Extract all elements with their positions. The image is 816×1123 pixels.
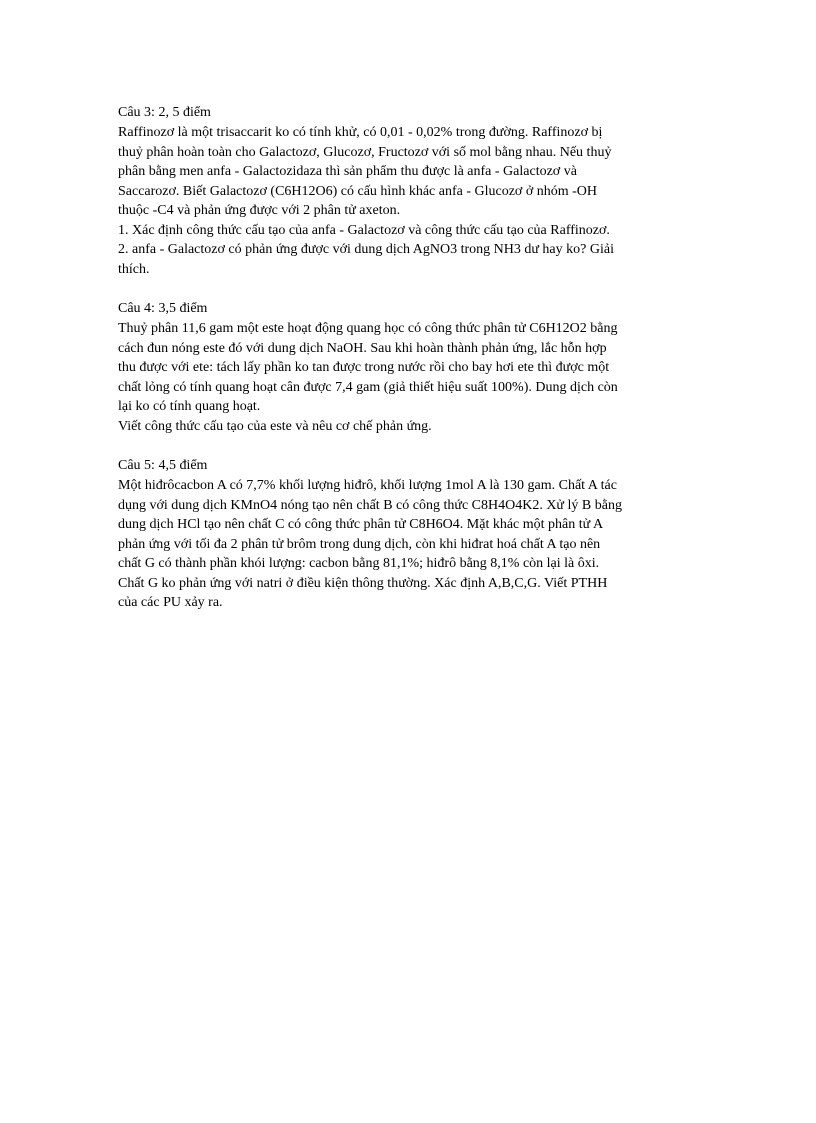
question-4	[118, 300, 698, 436]
question-3-line-8: thích.	[118, 261, 150, 277]
question-4-line-5: lại ko có tính quang hoạt.	[118, 399, 261, 414]
question-5-line-5: chất G có thành phần khói lượng: cacbon bằng 81,1%; hiđrô bằng 8,1% còn lại là ôxi.	[118, 556, 600, 571]
question-3-line-7: 2. anfa - Galactozơ có phản ứng được với dung dịch AgNO3 trong NH3 dư hay ko? Giải	[118, 242, 614, 257]
question-3-line-4: Saccarozơ. Biết Galactozơ (C6H12O6) có cấu hình khác anfa - Glucozơ ở nhóm -OH	[118, 183, 598, 199]
question-4-line-4: chất lỏng có tính quang hoạt cân được 7,4 gam (giả thiết hiệu suất 100%). Dung dịch còn	[118, 379, 618, 395]
question-3-line-2: thuỷ phân hoàn toàn cho Galactozơ, Glucozơ, Fructozơ với số mol bằng nhau. Nếu thuỷ	[118, 144, 612, 160]
question-3-line-3: phân bằng men anfa - Galactozidaza thì sản phẩm thu được là anfa - Galactozơ và	[118, 164, 577, 179]
question-4-line-6: Viết công thức cấu tạo của este và nêu cơ chế phản ứng.	[118, 418, 432, 434]
question-3-line-6: 1. Xác định công thức cấu tạo của anfa - Galactozơ và công thức cấu tạo của Raffinozơ.	[118, 222, 610, 238]
question-3	[118, 104, 698, 279]
question-5-line-7: của các PU xảy ra.	[118, 595, 223, 610]
question-5	[118, 457, 698, 613]
question-5-line-6: Chất G ko phản ứng với natri ở điều kiện thông thường. Xác định A,B,C,G. Viết PTHH	[118, 575, 608, 591]
question-3-line-1: Raffinozơ là một trisaccarit ko có tính khử, có 0,01 - 0,02% trong đường. Raffinozơ bị	[118, 125, 603, 140]
question-4-line-3: thu được với ete: tách lấy phần ko tan được trong nước rồi cho bay hơi ete thì được một	[118, 360, 610, 375]
question-5-title: Câu 5: 4,5 điểm	[118, 458, 208, 473]
question-4-line-2: cách đun nóng este đó với dung dịch NaOH. Sau khi hoàn thành phản ứng, lắc hỗn hợp	[118, 340, 607, 356]
question-4-line-1: Thuỷ phân 11,6 gam một este hoạt động quang học có công thức phân tử C6H12O2 bằng	[118, 321, 618, 336]
question-5-line-1: Một hiđrôcacbon A có 7,7% khối lượng hiđrô, khối lượng 1mol A là 130 gam. Chất A tác	[118, 478, 617, 493]
question-4-title: Câu 4: 3,5 điểm	[118, 301, 208, 316]
question-5-line-2: dụng với dung dịch KMnO4 nóng tạo nên chất B có công thức C8H4O4K2. Xử lý B bằng	[118, 497, 622, 513]
question-5-line-4: phản ứng với tối đa 2 phân tử brôm trong dung dịch, còn khi hiđrat hoá chất A tạo nên	[118, 536, 601, 552]
question-5-line-3: dung dịch HCl tạo nên chất C có công thức phân tử C8H6O4. Mặt khác một phân tử A	[118, 517, 604, 532]
question-3-line-5: thuộc -C4 và phản ứng được với 2 phân tử axeton.	[118, 203, 401, 218]
question-3-title: Câu 3: 2, 5 điểm	[118, 105, 211, 120]
document-body	[118, 104, 698, 634]
